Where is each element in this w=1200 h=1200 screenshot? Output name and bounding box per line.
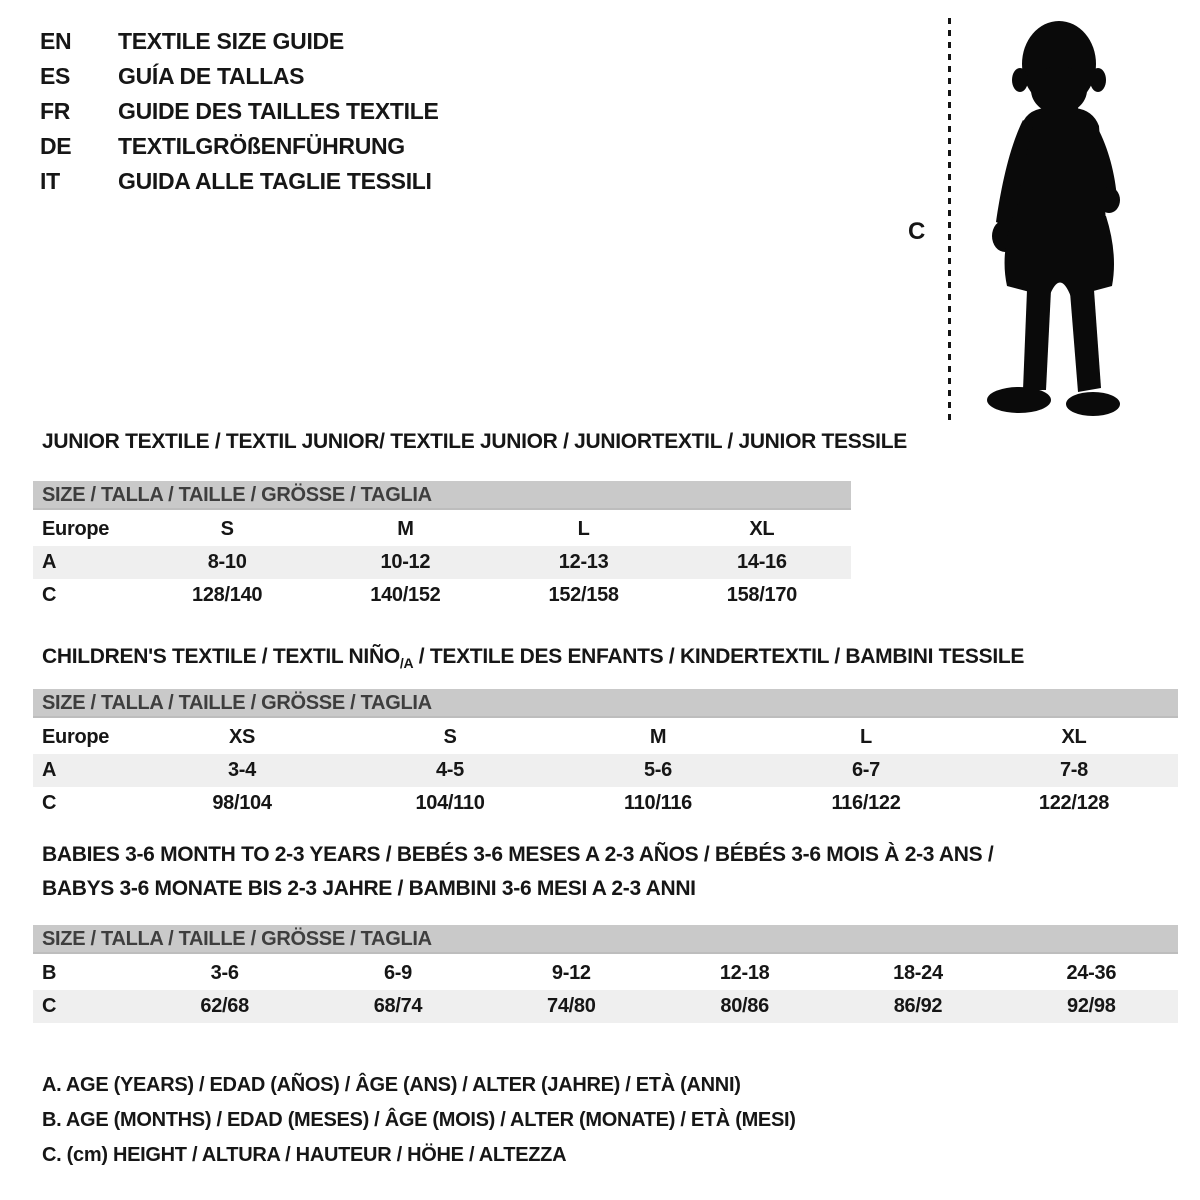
children-size-table [33, 689, 1178, 820]
table-cell: 86/92 [893, 995, 943, 1017]
table-row [33, 721, 1178, 754]
table-cell: L [577, 518, 590, 540]
table-cell: 68/74 [373, 995, 423, 1017]
table-cell: XL [1061, 726, 1087, 748]
language-code: DE [40, 133, 72, 159]
table-cell: 116/122 [831, 792, 901, 814]
guide-title: TEXTILE SIZE GUIDE [118, 28, 344, 54]
table-cell: XS [228, 726, 256, 748]
row-label: A [42, 551, 57, 573]
height-figure [890, 10, 1190, 430]
children-section-title [42, 645, 1024, 671]
table-cell: 4-5 [435, 759, 464, 781]
babies-size-table [33, 925, 1178, 1023]
table-cell: 7-8 [1059, 759, 1088, 781]
guide-title: GUIDA ALLE TAGLIE TESSILI [118, 168, 432, 194]
table-cell: S [220, 518, 234, 540]
table-cell: 24-36 [1066, 962, 1117, 984]
row-label: Europe [42, 726, 110, 748]
junior-section-title: JUNIOR TEXTILE / TEXTIL JUNIOR/ TEXTILE JUNIOR / JUNIORTEXTIL / JUNIOR TESSILE [42, 430, 907, 453]
legend-line: B. AGE (MONTHS) / EDAD (MESES) / ÂGE (MOIS) / ALTER (MONATE) / ETÀ (MESI) [42, 1109, 796, 1131]
height-measure-dashed-line [948, 18, 951, 422]
table-cell: 74/80 [547, 995, 596, 1017]
size-table-header: SIZE / TALLA / TAILLE / GRÖSSE / TAGLIA [33, 481, 851, 510]
table-cell: 122/128 [1038, 792, 1110, 814]
table-row [33, 754, 1178, 787]
row-label: C [42, 792, 57, 814]
table-cell: 12-18 [719, 962, 770, 984]
language-code: ES [40, 63, 71, 89]
table-cell: 152/158 [548, 584, 619, 606]
row-label: B [42, 962, 57, 984]
table-row [33, 957, 1178, 990]
legend-line: C. (cm) HEIGHT / ALTURA / HAUTEUR / HÖHE / ALTEZZA [42, 1144, 567, 1166]
table-cell: 92/98 [1067, 995, 1116, 1017]
table-cell: M [397, 518, 414, 540]
children-title-sub: /A [399, 655, 414, 671]
babies-section-title-line1: BABIES 3-6 MONTH TO 2-3 YEARS / BEBÉS 3-6 MESES A 2-3 AÑOS / BÉBÉS 3-6 MOIS À 2-3 ANS / [42, 843, 994, 866]
language-code: EN [40, 28, 72, 54]
table-cell: 6-9 [383, 962, 412, 984]
language-row [40, 129, 439, 164]
measurement-legend [42, 1068, 796, 1173]
junior-table-rows [33, 513, 851, 612]
table-cell: 98/104 [212, 792, 272, 814]
table-row [33, 513, 851, 546]
legend-line: A. AGE (YEARS) / EDAD (AÑOS) / ÂGE (ANS) / ALTER (JAHRE) / ETÀ (ANNI) [42, 1074, 741, 1096]
junior-size-table [33, 481, 851, 612]
table-cell: M [649, 726, 667, 748]
language-row [40, 59, 439, 94]
table-row [33, 546, 851, 579]
language-row [40, 94, 439, 129]
children-title-after: / TEXTILE DES ENFANTS / KINDERTEXTIL / BAMBINI TESSILE [413, 645, 1025, 668]
table-cell: 3-6 [210, 962, 239, 984]
height-measure-label: C [908, 218, 926, 245]
baby-silhouette-icon [965, 16, 1150, 426]
guide-title: TEXTILGRÖßENFÜHRUNG [118, 133, 405, 159]
table-cell: 9-12 [551, 962, 591, 984]
table-cell: 5-6 [643, 759, 672, 781]
table-cell: 128/140 [192, 584, 263, 606]
guide-title: GUÍA DE TALLAS [118, 63, 305, 89]
language-code: IT [40, 168, 60, 194]
table-cell: 8-10 [207, 551, 247, 573]
table-cell: 3-4 [227, 759, 256, 781]
size-table-header: SIZE / TALLA / TAILLE / GRÖSSE / TAGLIA [33, 925, 1178, 954]
table-cell: 12-13 [558, 551, 609, 573]
row-label: Europe [42, 518, 110, 540]
table-cell: S [443, 726, 457, 748]
table-cell: L [860, 726, 872, 748]
table-cell: XL [749, 518, 775, 540]
language-row [40, 164, 439, 199]
table-cell: 140/152 [370, 584, 441, 606]
language-code: FR [40, 98, 71, 124]
language-title-list [40, 24, 439, 199]
babies-table-rows [33, 957, 1178, 1023]
table-row [33, 990, 1178, 1023]
size-table-header: SIZE / TALLA / TAILLE / GRÖSSE / TAGLIA [33, 689, 1178, 718]
table-row [33, 579, 851, 612]
table-cell: 14-16 [737, 551, 787, 573]
language-row [40, 24, 439, 59]
table-row [33, 787, 1178, 820]
table-cell: 80/86 [720, 995, 769, 1017]
row-label: C [42, 584, 57, 606]
table-cell: 104/110 [415, 792, 485, 814]
table-cell: 18-24 [893, 962, 943, 984]
row-label: C [42, 995, 57, 1017]
table-cell: 6-7 [851, 759, 880, 781]
babies-section-title-line2: BABYS 3-6 MONATE BIS 2-3 JAHRE / BAMBINI 3-6 MESI A 2-3 ANNI [42, 877, 696, 900]
guide-title: GUIDE DES TAILLES TEXTILE [118, 98, 439, 124]
table-cell: 158/170 [726, 584, 797, 606]
table-cell: 110/116 [624, 792, 692, 814]
table-cell: 62/68 [200, 995, 249, 1017]
children-table-rows [33, 721, 1178, 820]
children-title-before: CHILDREN'S TEXTILE / TEXTIL NIÑO [42, 645, 400, 668]
table-cell: 10-12 [380, 551, 431, 573]
row-label: A [42, 759, 57, 781]
